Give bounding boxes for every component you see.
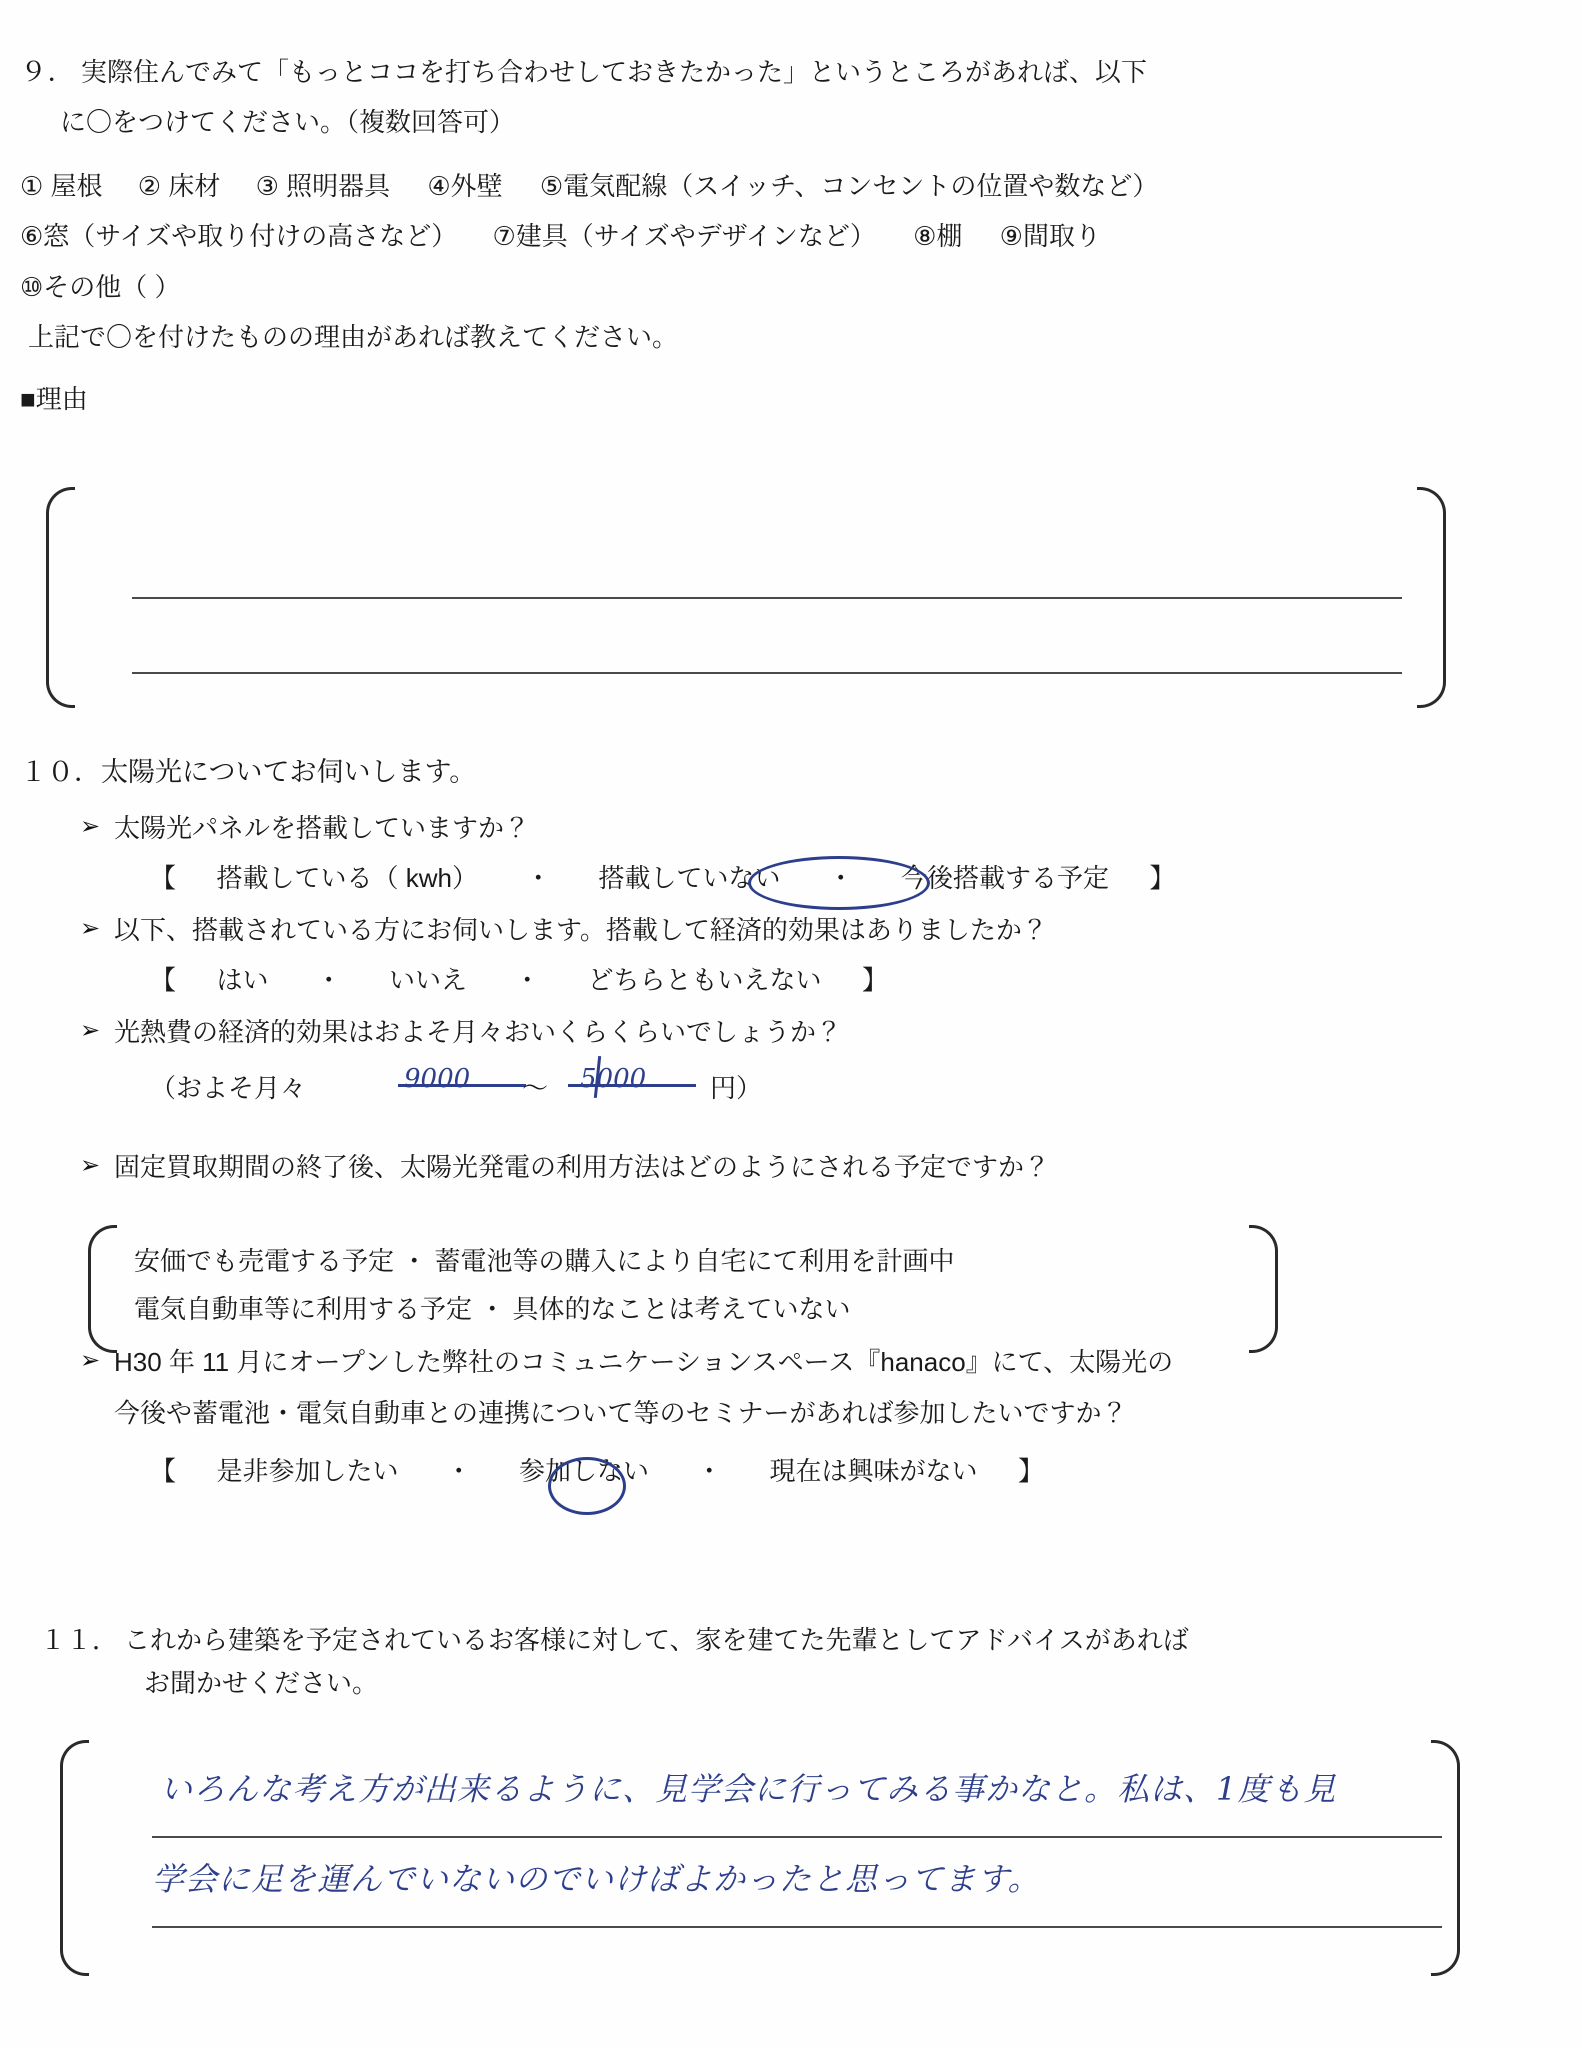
amount-from-handwritten: 9000 bbox=[404, 1064, 471, 1094]
q10-item-2-choice-3[interactable]: どちらともいえない bbox=[587, 965, 822, 995]
q11-number: １１． bbox=[40, 1625, 119, 1655]
q9-reason-answer-box[interactable] bbox=[46, 487, 1446, 702]
bracket-left bbox=[46, 487, 75, 708]
q10-item-5-line2-row bbox=[80, 1394, 1500, 1433]
amount-to-handwritten: 5000 bbox=[580, 1064, 647, 1094]
q9-text-line2: に〇をつけてください。（複数回答可） bbox=[60, 106, 516, 137]
arrow-bullet-icon: ➢ bbox=[80, 915, 101, 942]
q9-options bbox=[20, 166, 1440, 357]
q9-options-row-1 bbox=[20, 166, 1440, 206]
q9-reason-note: 上記で〇を付けたものの理由があれば教えてください。 bbox=[28, 322, 679, 353]
bracket-left bbox=[88, 1225, 117, 1353]
choice-separator: ・ bbox=[315, 965, 342, 995]
bracket-close: 】 bbox=[861, 965, 888, 995]
bracket-open: 【 bbox=[150, 863, 177, 893]
q10-item-3 bbox=[80, 1013, 1500, 1052]
q10-item-3-question: 光熱費の経済的効果はおよそ月々おいくらくらいでしょうか？ bbox=[114, 1017, 843, 1047]
q11-text-line2: お聞かせください。 bbox=[144, 1668, 379, 1698]
q11-handwritten-line-2: 学会に足を運んでいないのでいけばよかったと思ってます。 bbox=[152, 1860, 1041, 1898]
bracket-left bbox=[60, 1740, 89, 1976]
q10-item-1-choice-1[interactable]: 搭載している（ kwh） bbox=[216, 863, 478, 893]
q9-options-row-2 bbox=[20, 216, 1440, 256]
q10-item-1-choice-3[interactable]: 今後搭載する予定 bbox=[900, 863, 1109, 893]
amount-label: （およそ月々 bbox=[150, 1073, 307, 1103]
q10-item-5-question-line2: 今後や蓄電池・電気自動車との連携について等のセミナーがあれば参加したいですか？ bbox=[114, 1398, 1128, 1428]
bracket-close: 】 bbox=[1149, 863, 1176, 893]
bracket-right bbox=[1417, 487, 1446, 708]
q9-number: ９． bbox=[20, 57, 75, 87]
q9-option-5[interactable]: ⑤電気配線（スイッチ、コンセントの位置や数など） bbox=[539, 171, 1159, 202]
q10-plan-line-2[interactable]: 電気自動車等に利用する予定 ・ 具体的なことは考えていない bbox=[134, 1294, 851, 1325]
q10-item-2-question: 以下、搭載されている方にお伺いします。搭載して経済的効果はありましたか？ bbox=[114, 915, 1048, 945]
q9-option-10-other[interactable]: ⑩その他（ ） bbox=[20, 271, 181, 302]
strikethrough-annotation bbox=[568, 1084, 696, 1087]
q10-heading bbox=[20, 750, 1500, 789]
q9-option-9[interactable]: ⑨間取り bbox=[999, 221, 1101, 252]
rule-line-1 bbox=[132, 597, 1402, 599]
choice-separator: ・ bbox=[696, 1456, 723, 1486]
q11-handwritten-line-1: いろんな考え方が出来るように、見学会に行ってみる事かなと。私は、1度も見 bbox=[160, 1770, 1337, 1808]
q10-item-5-choice-3[interactable]: 現在は興味がない bbox=[769, 1456, 978, 1486]
q10-item-3-amount-row[interactable] bbox=[150, 1062, 1500, 1114]
q10-item-1 bbox=[80, 809, 1500, 848]
q10-item-5-question-line1: H30 年 11 月にオープンした弊社のコミュニケーションスペース『hanaco』にて、太陽光の bbox=[114, 1347, 1174, 1377]
rule-line-2 bbox=[152, 1926, 1442, 1928]
q10-item-4 bbox=[80, 1148, 1500, 1187]
bracket-right bbox=[1431, 1740, 1460, 1976]
question-10 bbox=[20, 750, 1500, 1504]
rule-line-2 bbox=[132, 672, 1402, 674]
q9-option-4[interactable]: ④外壁 bbox=[427, 171, 503, 202]
q10-item-4-question: 固定買取期間の終了後、太陽光発電の利用方法はどのようにされる予定ですか？ bbox=[114, 1152, 1051, 1182]
q10-item-5 bbox=[80, 1343, 1500, 1382]
q10-plan-choices bbox=[134, 1237, 954, 1333]
amount-unit: 円） bbox=[710, 1073, 763, 1103]
q10-item-2-choice-2[interactable]: いいえ bbox=[388, 965, 467, 995]
q10-plan-line-1[interactable]: 安価でも売電する予定 ・ 蓄電池等の購入により自宅にて利用を計画中 bbox=[134, 1246, 955, 1276]
arrow-bullet-icon: ➢ bbox=[80, 1347, 101, 1374]
bracket-open: 【 bbox=[150, 965, 177, 995]
q9-option-7[interactable]: ⑦建具（サイズやデザインなど） bbox=[492, 221, 876, 252]
q10-item-5-choice-1[interactable]: 是非参加したい bbox=[216, 1456, 399, 1486]
q10-number: １０． bbox=[20, 757, 101, 787]
q10-item-5-choice-2[interactable]: 参加しない bbox=[518, 1456, 649, 1486]
bracket-close: 】 bbox=[1017, 1456, 1044, 1486]
q9-option-3[interactable]: ③ 照明器具 bbox=[255, 171, 391, 202]
q9-option-1[interactable]: ① 屋根 bbox=[20, 171, 103, 202]
arrow-bullet-icon: ➢ bbox=[80, 813, 101, 840]
q10-item-4-plan-box[interactable] bbox=[88, 1225, 1278, 1347]
q9-option-6[interactable]: ⑥窓（サイズや取り付けの高さなど） bbox=[20, 221, 458, 252]
choice-separator: ・ bbox=[525, 863, 552, 893]
q10-item-2-answers bbox=[150, 960, 1500, 997]
strikethrough-annotation bbox=[398, 1084, 526, 1087]
q10-item-2 bbox=[80, 911, 1500, 950]
q9-reason-label: ■理由 bbox=[20, 384, 88, 415]
choice-separator: ・ bbox=[827, 863, 854, 893]
arrow-bullet-icon: ➢ bbox=[80, 1017, 101, 1044]
bracket-open: 【 bbox=[150, 1456, 177, 1486]
question-9 bbox=[20, 52, 1440, 416]
rule-line-1 bbox=[152, 1836, 1442, 1838]
question-11 bbox=[40, 1620, 1510, 1700]
q9-heading-line1 bbox=[20, 52, 1440, 94]
amount-tilde: ～ bbox=[522, 1073, 549, 1103]
q10-item-2-choice-1[interactable]: はい bbox=[216, 965, 269, 995]
q9-text-line1: 実際住んでみて「もっとココを打ち合わせしておきたかった」というところがあれば、以下 bbox=[81, 57, 1148, 87]
q10-title-text: 太陽光についてお伺いします。 bbox=[101, 757, 477, 787]
q9-option-8[interactable]: ⑧棚 bbox=[913, 221, 963, 252]
q10-item-1-question: 太陽光パネルを搭載していますか？ bbox=[114, 813, 531, 843]
q9-option-2[interactable]: ② 床材 bbox=[137, 171, 221, 202]
choice-separator: ・ bbox=[445, 1456, 472, 1486]
bracket-right bbox=[1249, 1225, 1278, 1353]
q11-answer-box[interactable] bbox=[60, 1740, 1460, 1970]
choice-separator: ・ bbox=[514, 965, 541, 995]
arrow-bullet-icon: ➢ bbox=[80, 1152, 101, 1179]
q11-heading-line1 bbox=[40, 1620, 1510, 1657]
q10-item-1-answers bbox=[150, 858, 1500, 895]
q10-item-5-answers bbox=[150, 1451, 1500, 1488]
q11-text-line1: これから建築を予定されているお客様に対して、家を建てた先輩としてアドバイスがあれば bbox=[124, 1625, 1189, 1655]
q10-item-1-choice-2[interactable]: 搭載していない bbox=[598, 863, 781, 893]
